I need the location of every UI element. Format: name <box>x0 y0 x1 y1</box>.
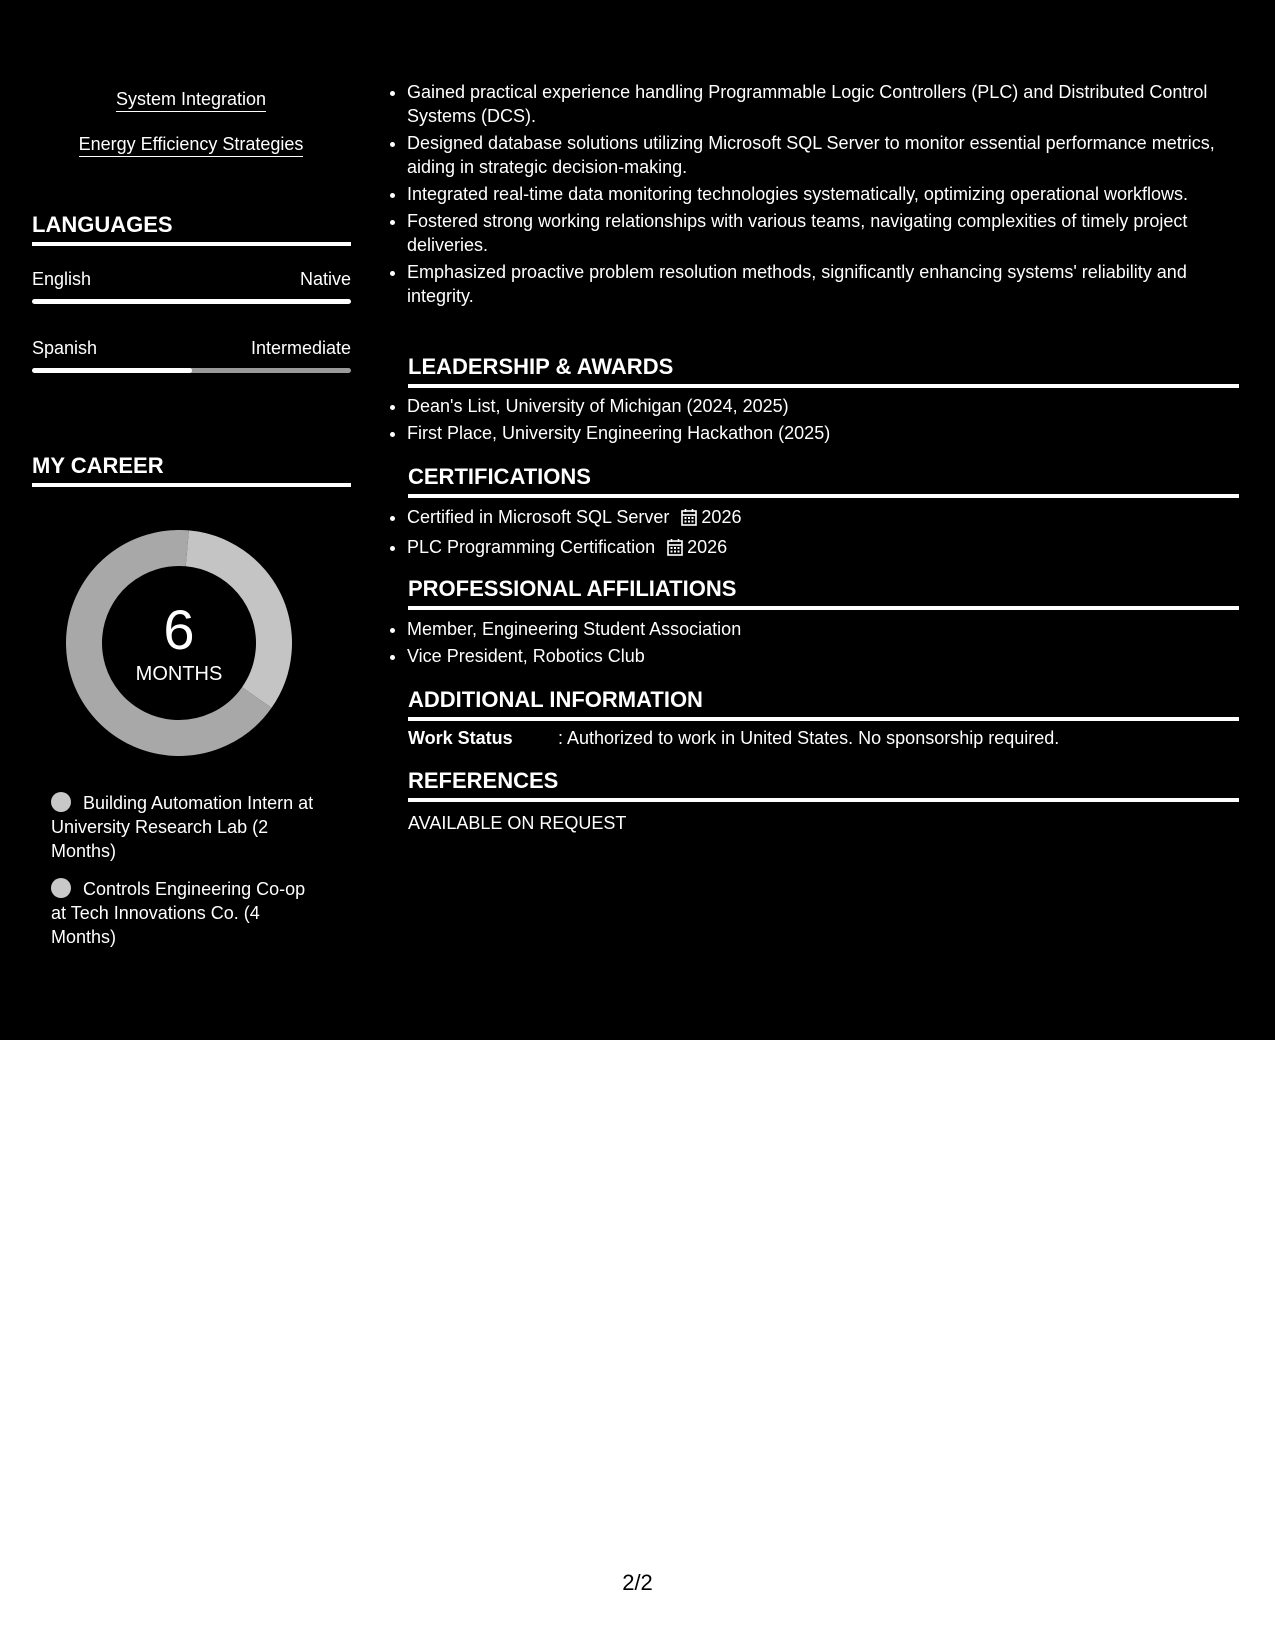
certification-year: 2026 <box>701 507 742 527</box>
language-proficiency-bar <box>32 368 351 373</box>
skill-label: System Integration <box>116 89 266 112</box>
calendar-icon <box>667 538 683 562</box>
list-item: • Emphasized proactive problem resolution methods, significantly enhancing systems' reliability and integrity. <box>407 260 1247 308</box>
references-heading: REFERENCES <box>408 768 1239 802</box>
certification-name: Certified in Microsoft SQL Server <box>407 507 670 527</box>
list-item: • Designed database solutions utilizing Microsoft SQL Server to monitor essential performance metrics, aiding in strategic decision-making. <box>407 131 1247 179</box>
experience-bullets <box>388 80 1247 311</box>
affiliations-list <box>388 617 1247 671</box>
leadership-list <box>388 394 1247 448</box>
skill-item <box>0 133 382 155</box>
career-entry-text: Controls Engineering Co-op at Tech Innovations Co. (4 Months) <box>51 879 306 947</box>
references-text: AVAILABLE ON REQUEST <box>408 813 627 833</box>
skill-item <box>0 88 382 110</box>
list-item: • Integrated real-time data monitoring technologies systematically, optimizing operational workflows. <box>407 182 1247 206</box>
career-total-number: 6 <box>163 598 195 661</box>
affiliations-heading: PROFESSIONAL AFFILIATIONS <box>408 576 1239 610</box>
career-bullet-icon <box>51 878 71 898</box>
list-item: • Fostered strong working relationships with various teams, navigating complexities of timely project deliveries. <box>407 209 1247 257</box>
list-item <box>407 505 1247 532</box>
leadership-heading: LEADERSHIP & AWARDS <box>408 354 1239 388</box>
skill-label: Energy Efficiency Strategies <box>79 134 304 157</box>
language-name: Spanish <box>32 338 98 358</box>
list-item <box>407 535 1247 562</box>
list-item: • Gained practical experience handling Programmable Logic Controllers (PLC) and Distributed Control Systems (DCS). <box>407 80 1247 128</box>
language-name: English <box>32 269 92 289</box>
certification-year: 2026 <box>687 537 728 557</box>
list-item: • First Place, University Engineering Hackathon (2025) <box>407 421 1247 445</box>
language-level: Intermediate <box>250 338 351 358</box>
additional-info-heading: ADDITIONAL INFORMATION <box>408 687 1239 721</box>
language-level: Native <box>299 269 351 289</box>
work-status-value: : Authorized to work in United States. No sponsorship required. <box>558 728 1060 748</box>
calendar-icon <box>681 508 697 532</box>
list-item: • Member, Engineering Student Association <box>407 617 1247 641</box>
career-bullet-icon <box>51 792 71 812</box>
certifications-heading: CERTIFICATIONS <box>408 464 1239 498</box>
certifications-list <box>388 505 1247 565</box>
career-heading: MY CAREER <box>32 453 351 487</box>
language-proficiency-bar <box>32 299 351 304</box>
list-item: • Dean's List, University of Michigan (2024, 2025) <box>407 394 1247 418</box>
main-content <box>380 0 1275 1040</box>
languages-heading: LANGUAGES <box>32 212 351 246</box>
list-item: • Vice President, Robotics Club <box>407 644 1247 668</box>
language-proficiency-fill <box>32 368 192 373</box>
work-status-label: Work Status <box>408 728 513 748</box>
career-entry <box>51 877 321 949</box>
page-number: 2/2 <box>622 1570 653 1595</box>
career-entry <box>51 791 321 863</box>
career-entry-text: Building Automation Intern at University Research Lab (2 Months) <box>51 793 314 861</box>
career-total-unit: MONTHS <box>135 663 223 685</box>
sidebar <box>0 0 380 1040</box>
certification-name: PLC Programming Certification <box>407 537 656 557</box>
career-donut-chart <box>66 530 292 756</box>
language-proficiency-fill <box>32 299 351 304</box>
